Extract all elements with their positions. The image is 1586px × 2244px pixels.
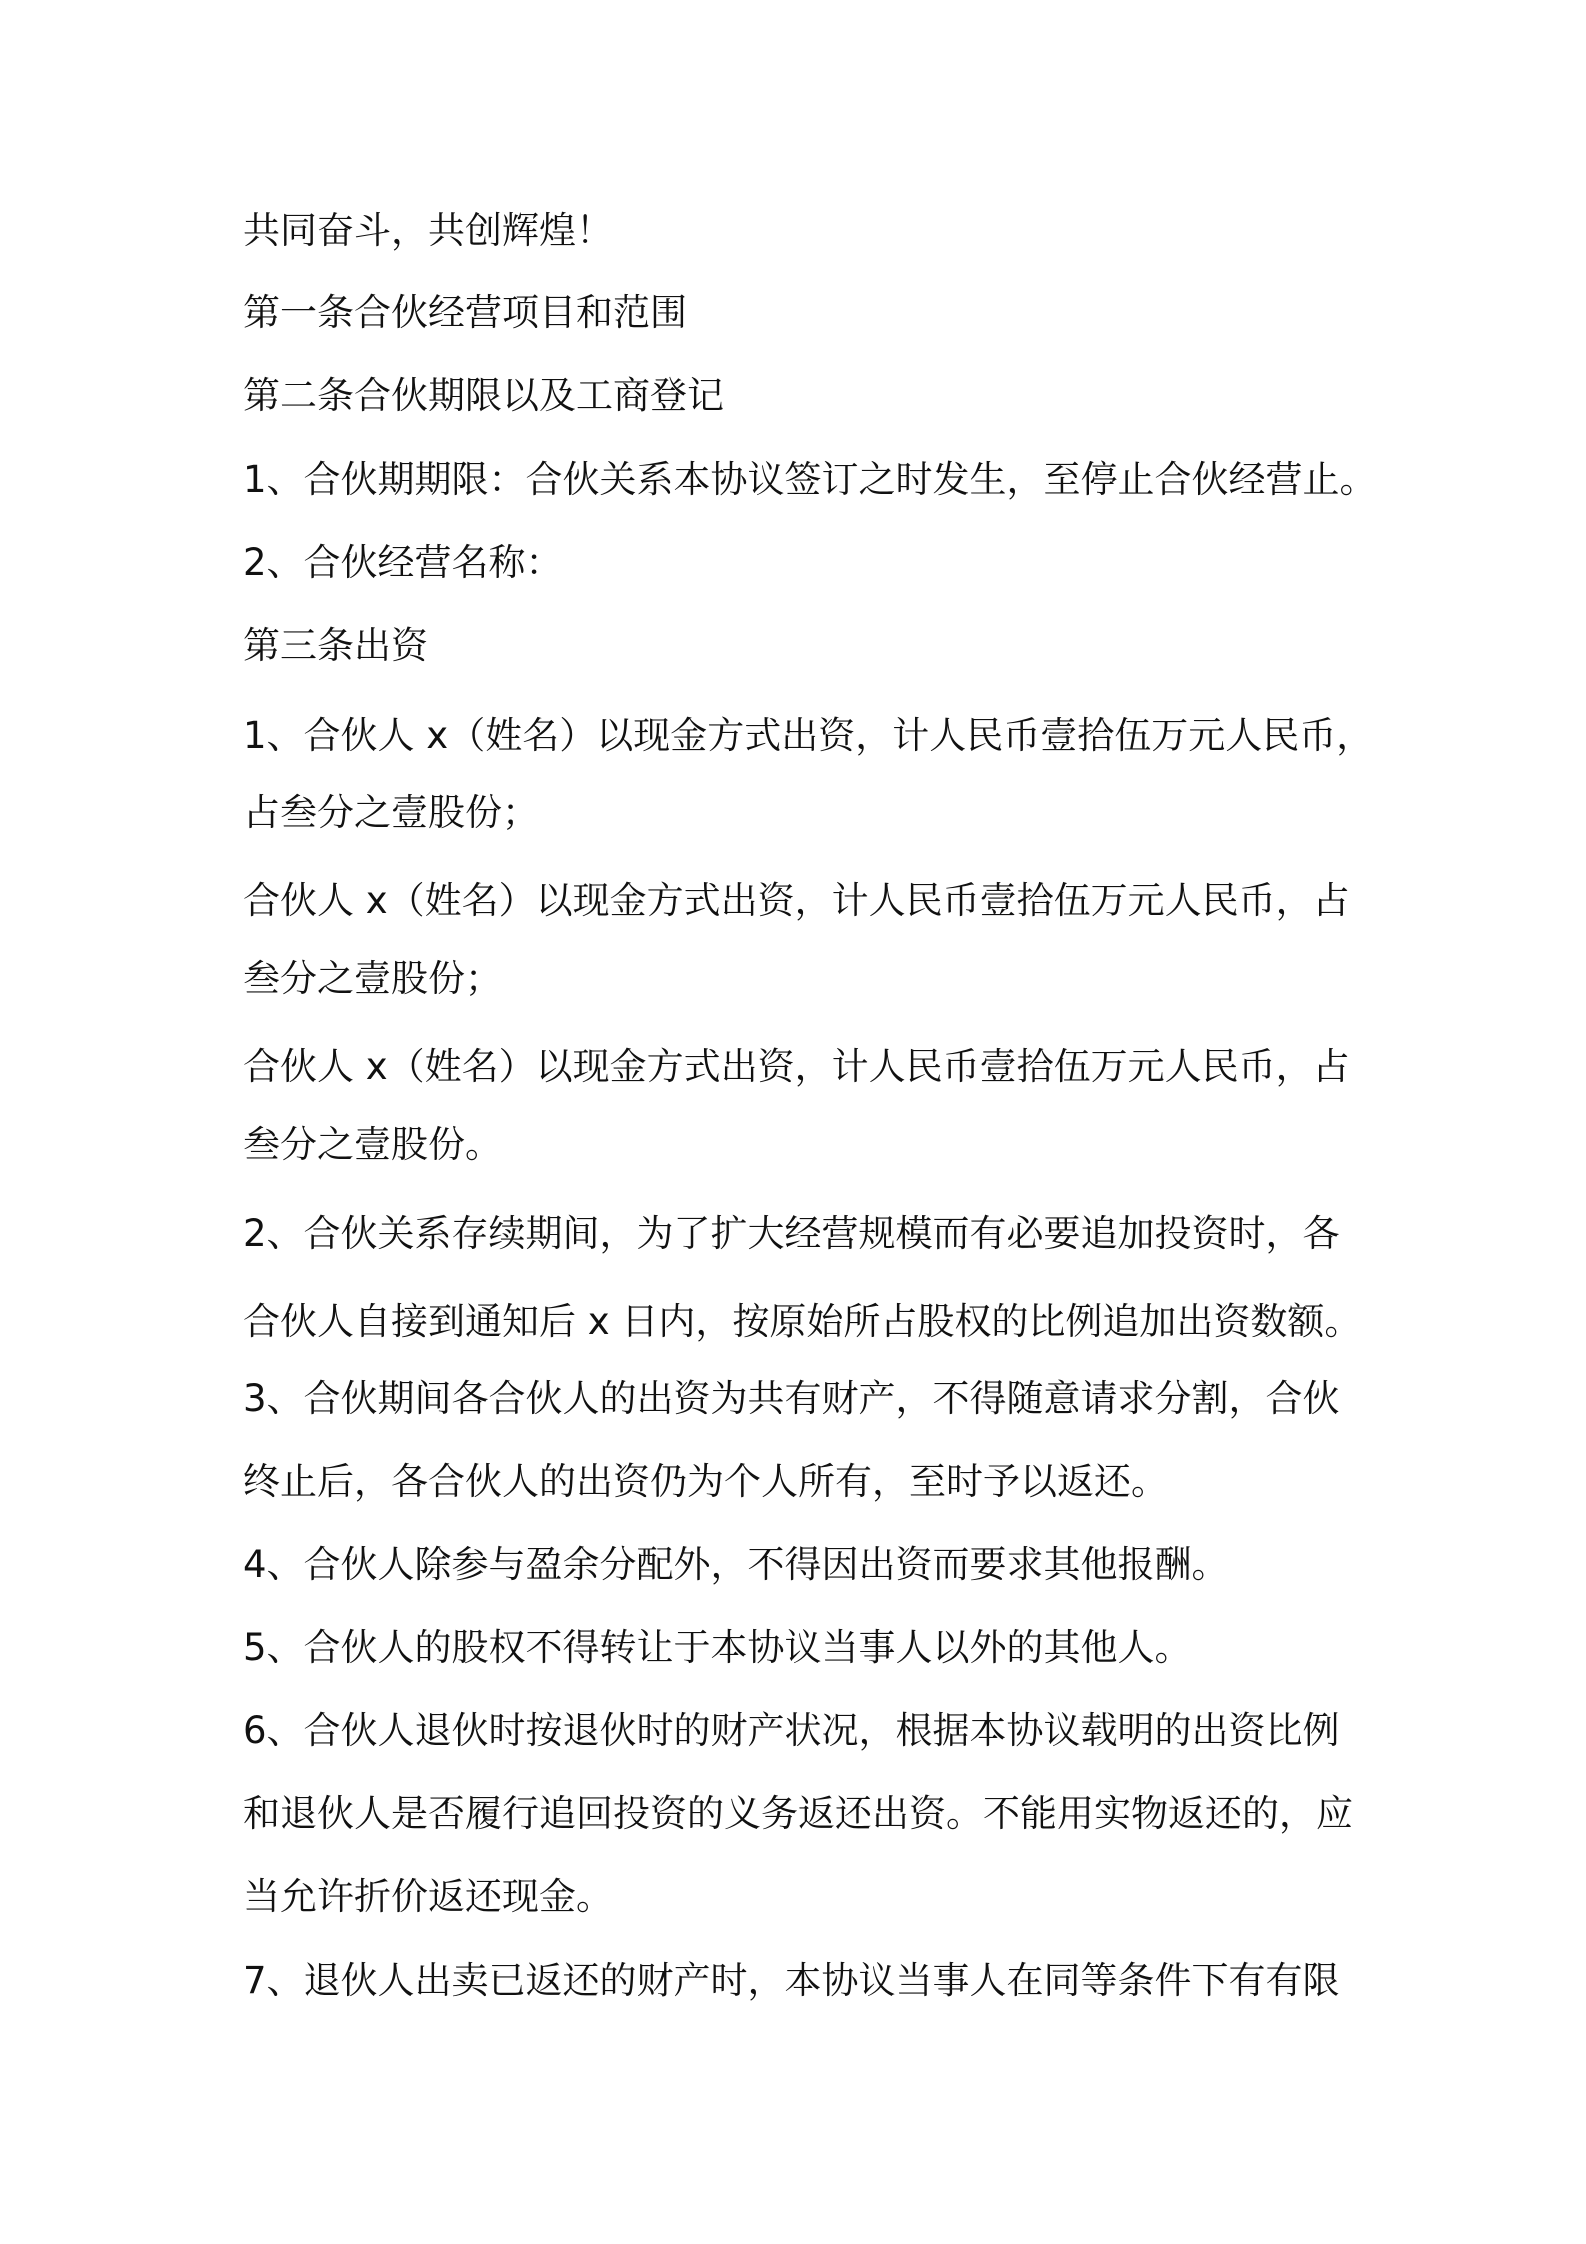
clause-text: 合伙人 x（姓名）以现金方式出资，计人民币壹拾伍万元人民币，占: [243, 1045, 1350, 1088]
clause-text: 1、合伙人 x（姓名）以现金方式出资，计人民币壹拾伍万元人民币，: [243, 714, 1374, 757]
article-1-heading: 第一条合伙经营项目和范围: [243, 291, 687, 334]
clause-text: 叁分之壹股份。: [243, 1123, 502, 1166]
clause-text: 叁分之壹股份；: [243, 957, 502, 1000]
clause-text: 2、合伙关系存续期间，为了扩大经营规模而有必要追加投资时，各: [243, 1212, 1340, 1255]
clause-text: 终止后，各合伙人的出资仍为个人所有，至时予以返还。: [243, 1460, 1168, 1503]
clause-text: 6、合伙人退伙时按退伙时的财产状况，根据本协议载明的出资比例: [243, 1709, 1340, 1752]
article-2-heading: 第二条合伙期限以及工商登记: [243, 374, 724, 417]
slogan-line: 共同奋斗，共创辉煌！: [243, 209, 613, 252]
clause-text: 4、合伙人除参与盈余分配外，不得因出资而要求其他报酬。: [243, 1543, 1229, 1586]
clause-text: 占叁分之壹股份；: [243, 791, 539, 834]
clause-text: 3、合伙期间各合伙人的出资为共有财产，不得随意请求分割，合伙: [243, 1377, 1340, 1420]
clause-text: 7、退伙人出卖已返还的财产时，本协议当事人在同等条件下有有限: [243, 1959, 1340, 2002]
clause-text: 5、合伙人的股权不得转让于本协议当事人以外的其他人。: [243, 1626, 1192, 1669]
clause-text: 2、合伙经营名称：: [243, 541, 563, 584]
clause-text: 和退伙人是否履行追回投资的义务返还出资。不能用实物返还的，应: [243, 1792, 1353, 1835]
clause-text: 合伙人自接到通知后 x 日内，按原始所占股权的比例追加出资数额。: [243, 1300, 1362, 1343]
clause-text: 当允许折价返还现金。: [243, 1875, 613, 1918]
article-3-heading: 第三条出资: [243, 624, 428, 667]
clause-text: 合伙人 x（姓名）以现金方式出资，计人民币壹拾伍万元人民币，占: [243, 879, 1350, 922]
clause-text: 1、合伙期期限：合伙关系本协议签订之时发生，至停止合伙经营止。: [243, 458, 1377, 501]
